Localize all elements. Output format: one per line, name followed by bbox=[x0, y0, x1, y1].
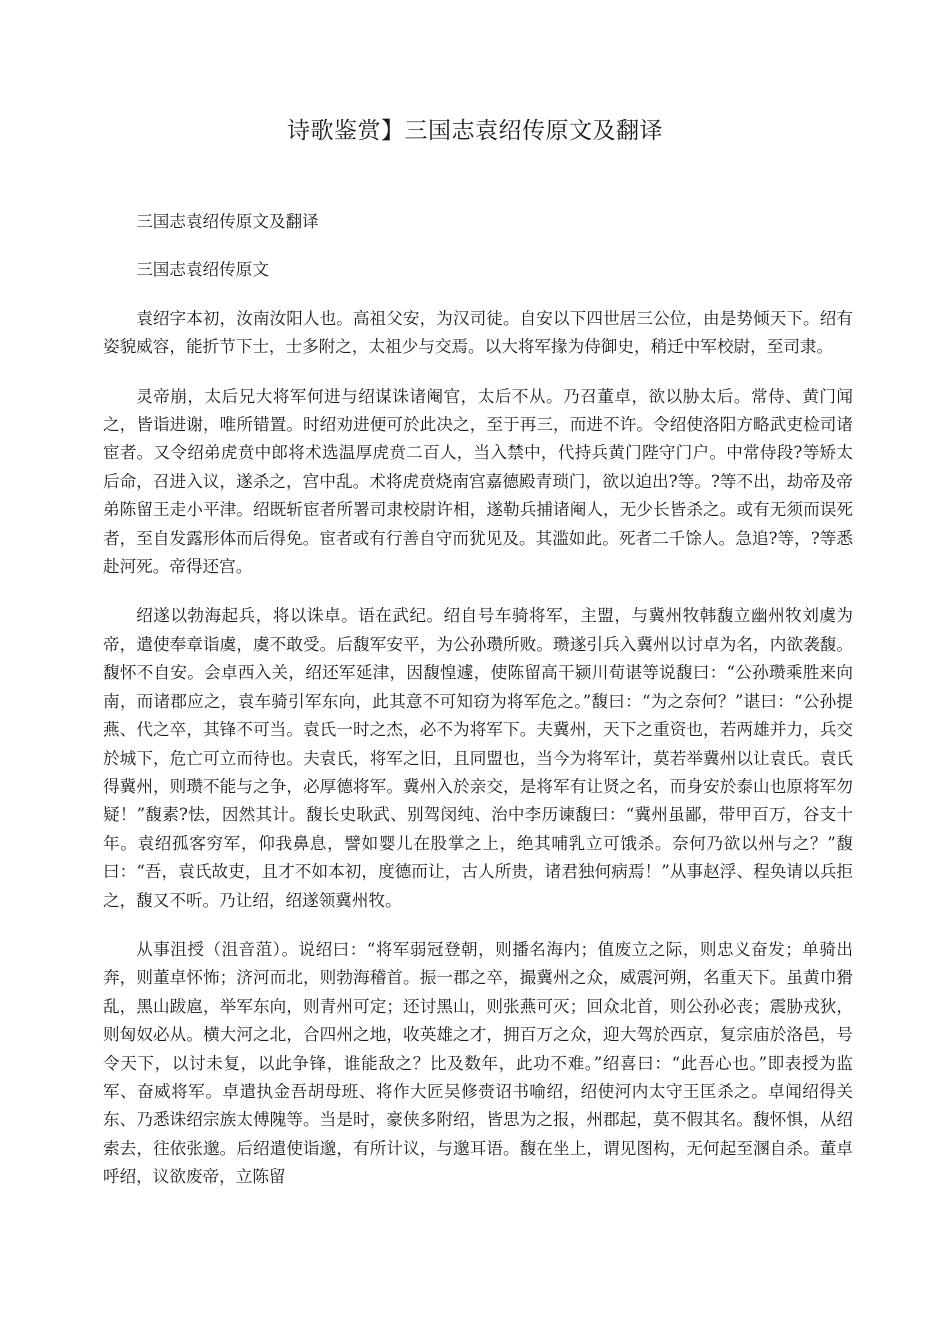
document-body bbox=[103, 208, 853, 1213]
paragraph-subtitle: 三国志袁绍传原文及翻译 bbox=[136, 212, 319, 231]
paragraph: 从事沮授（沮音菹）。说绍曰：“将军弱冠登朝，则播名海内；值废立之际，则忠义奋发；单骑出奔，则董卓怀怖；济河而北，则勃海稽首。振一郡之卒，撮冀州之众，威震河朔，名重天下。虽黄巾猾乱，黑山跋扈，举军东向，则青州可定；还讨黑山，则张燕可灭；回众北首，则公孙必丧；震胁戎狄，则匈奴必从。横大河之北，合四州之地，收英雄之才，拥百万之众，迎大驾於西京，复宗庙於洛邑，号令天下，以讨未复，以此争锋，谁能敌之？比及数年，此功不难。”绍喜曰：“此吾心也。”即表授为监军、奋威将军。卓遣执金吾胡母班、将作大匠吴修赍诏书喻绍，绍使河内太守王匡杀之。卓闻绍得关东、乃悉诛绍宗族太傅隗等。当是时，豪侠多附绍，皆思为之报，州郡起，莫不假其名。馥怀惧，从绍索去，往依张邈。后绍遣使诣邈，有所计议，与邈耳语。馥在坐上，谓见图构，无何起至溷自杀。董卓呼绍，议欲废帝，立陈留 bbox=[103, 939, 853, 1187]
paragraph: 灵帝崩，太后兄大将军何进与绍谋诛诸阉官，太后不从。乃召董卓，欲以胁太后。常侍、黄门闻之，皆诣进谢，唯所错置。时绍劝进便可於此决之，至于再三，而进不许。令绍使洛阳方略武吏检司诸宦者。又令绍弟虎贲中郎将术选温厚虎贲二百人，当入禁中，代持兵黄门陛守门户。中常侍段?等矫太后命，召进入议，遂杀之，宫中乱。术将虎贲烧南宫嘉德殿青琐门，欲以迫出?等。?等不出，劫帝及帝弟陈留王走小平津。绍既斩宦者所署司隶校尉许相，遂勒兵捕诸阉人，无少长皆杀之。或有无须而误死者，至自发露形体而后得免。宦者或有行善自守而犹见及。其滥如此。死者二千馀人。急追?等，?等悉赴河死。帝得还宫。 bbox=[103, 386, 853, 577]
paragraph-section-heading: 三国志袁绍传原文 bbox=[136, 260, 269, 280]
document-title: 诗歌鉴赏】三国志袁绍传原文及翻译 bbox=[287, 118, 663, 144]
paragraph: 绍遂以勃海起兵，将以诛卓。语在武纪。绍自号车骑将军，主盟，与冀州牧韩馥立幽州牧刘虞为帝，遣使奉章诣虞，虞不敢受。后馥军安平，为公孙瓒所败。瓒遂引兵入冀州以讨卓为名，内欲袭馥。馥怀不自安。会卓西入关，绍还军延津，因馥惶遽，使陈留高干颍川荀谌等说馥曰：“公孙瓒乘胜来向南，而诸郡应之，袁车骑引军东向，此其意不可知窃为将军危之。”馥曰：“为之奈何？”谌曰：“公孙提燕、代之卒，其锋不可当。袁氏一时之杰，必不为将军下。夫冀州，天下之重资也，若两雄并力，兵交於城下，危亡可立而待也。夫袁氏，将军之旧，且同盟也，当今为将军计，莫若举冀州以让袁氏。袁氏得冀州，则瓒不能与之争，必厚德将军。冀州入於亲交，是将军有让贤之名，而身安於泰山也原将军勿疑！”馥素?怯，因然其计。馥长史耿武、别驾闵纯、治中李历谏馥曰：“冀州虽鄙，带甲百万，谷支十年。袁绍孤客穷军，仰我鼻息，譬如婴儿在股掌之上，绝其哺乳立可饿杀。奈何乃欲以州与之？”馥曰：“吾，袁氏故吏，且才不如本初，度德而让，古人所贵，诸君独何病焉！”从事赵浮、程奂请以兵拒之，馥又不听。乃让绍，绍遂领冀州牧。 bbox=[103, 606, 853, 910]
paragraph: 袁绍字本初，汝南汝阳人也。高祖父安，为汉司徒。自安以下四世居三公位，由是势倾天下。绍有姿貌威容，能折节下士，士多附之，太祖少与交焉。以大将军掾为侍御史，稍迁中军校尉，至司隶。 bbox=[103, 308, 853, 357]
